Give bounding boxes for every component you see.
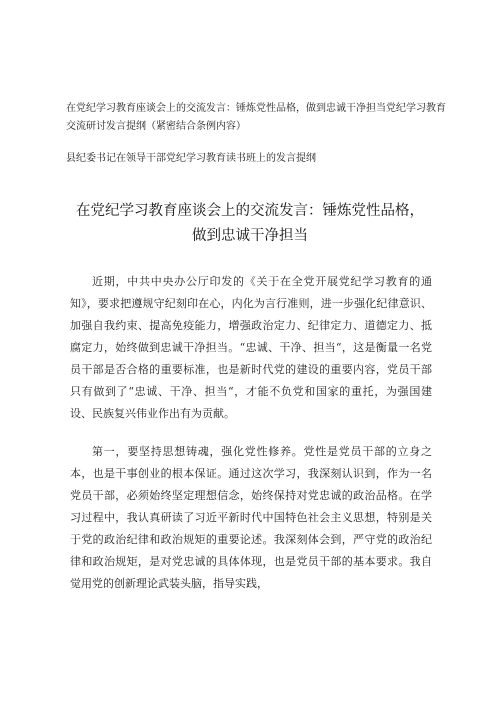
document-title-combined: 在党纪学习教育座谈会上的交流发言：锤炼党性品格，做到忠诚干净担当党纪学习教育交流研讨发言提纲（紧密结合条例内容）	[66, 103, 446, 132]
article-title-line-1: 在党纪学习教育座谈会上的交流发言：锤炼党性品格，	[76, 203, 424, 219]
body-paragraph-1: 近期，中共中央办公厅印发的《关于在全党开展党纪学习教育的通知》，要求把遵规守纪刻印在心，内化为言行准则，进一步强化纪律意识、加强自我约束、提高免疫能力，增强政治定力、纪律定力、道德定力、抵腐定力，始终做到忠诚干净担当。“忠诚、干净、担当“，这是衡量一名党员干部是否合格的重要标准，也是新时代党的建设的重要内容，党员干部只有做到了“忠诚、干净、担当“，才能不负党和国家的重托，为强国建设、民族复兴伟业作出有为贡献。	[70, 275, 432, 420]
document-title-secondary: 县纪委书记在领导干部党纪学习教育读书班上的发言提纲	[66, 153, 316, 164]
body-paragraph-2: 第一，要坚持思想铸魂，强化党性修养。党性是党员干部的立身之本，也是干事创业的根本保证。通过这次学习，我深刻认识到，作为一名党员干部，必须始终坚定理想信念，始终保持对党忠诚的政治品格。在学习过程中，我认真研读了习近平新时代中国特色社会主义思想，特别是关于党的政治纪律和政治规矩的重要论述。我深刻体会到，严守党的政治纪律和政治规矩，是对党忠诚的具体体现，也是党员干部的基本要求。我自觉用党的创新理论武装头脑，指导实践，	[70, 445, 432, 590]
article-title-line-2: 做到忠诚干净担当	[192, 228, 308, 244]
article-title	[40, 199, 460, 249]
